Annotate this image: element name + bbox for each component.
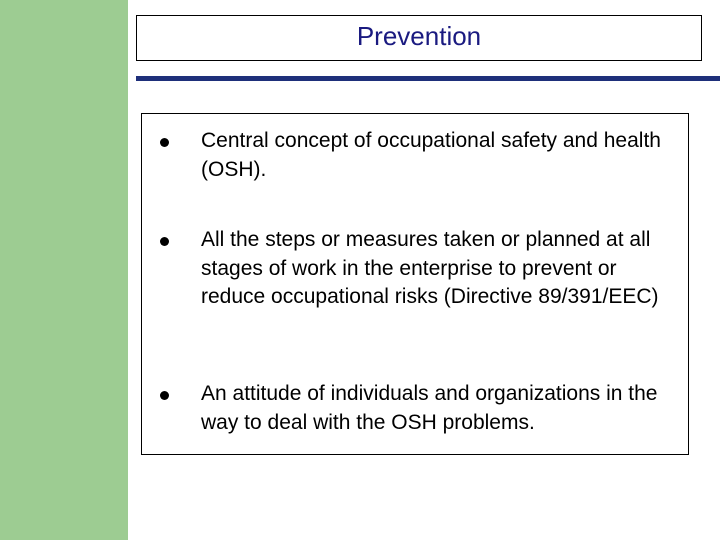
green-side-band — [0, 0, 128, 540]
title-underline-rule — [136, 76, 720, 81]
title-box — [136, 15, 702, 61]
bullet-text: An attitude of individuals and organizations in the way to deal with the OSH problems. — [201, 382, 658, 434]
bullet-dot-icon — [160, 237, 169, 246]
slide-title: Prevention — [356, 21, 482, 51]
bullet-text: All the steps or measures taken or planned at all stages of work in the enterprise to prevent or reduce occupational risks (Directive 89/391/EEC) — [201, 228, 659, 308]
bullet-dot-icon — [160, 391, 169, 400]
bullet-dot-icon — [160, 138, 169, 147]
bullet-text: Central concept of occupational safety and health (OSH). — [201, 129, 661, 181]
bullet-list-box — [141, 113, 689, 455]
